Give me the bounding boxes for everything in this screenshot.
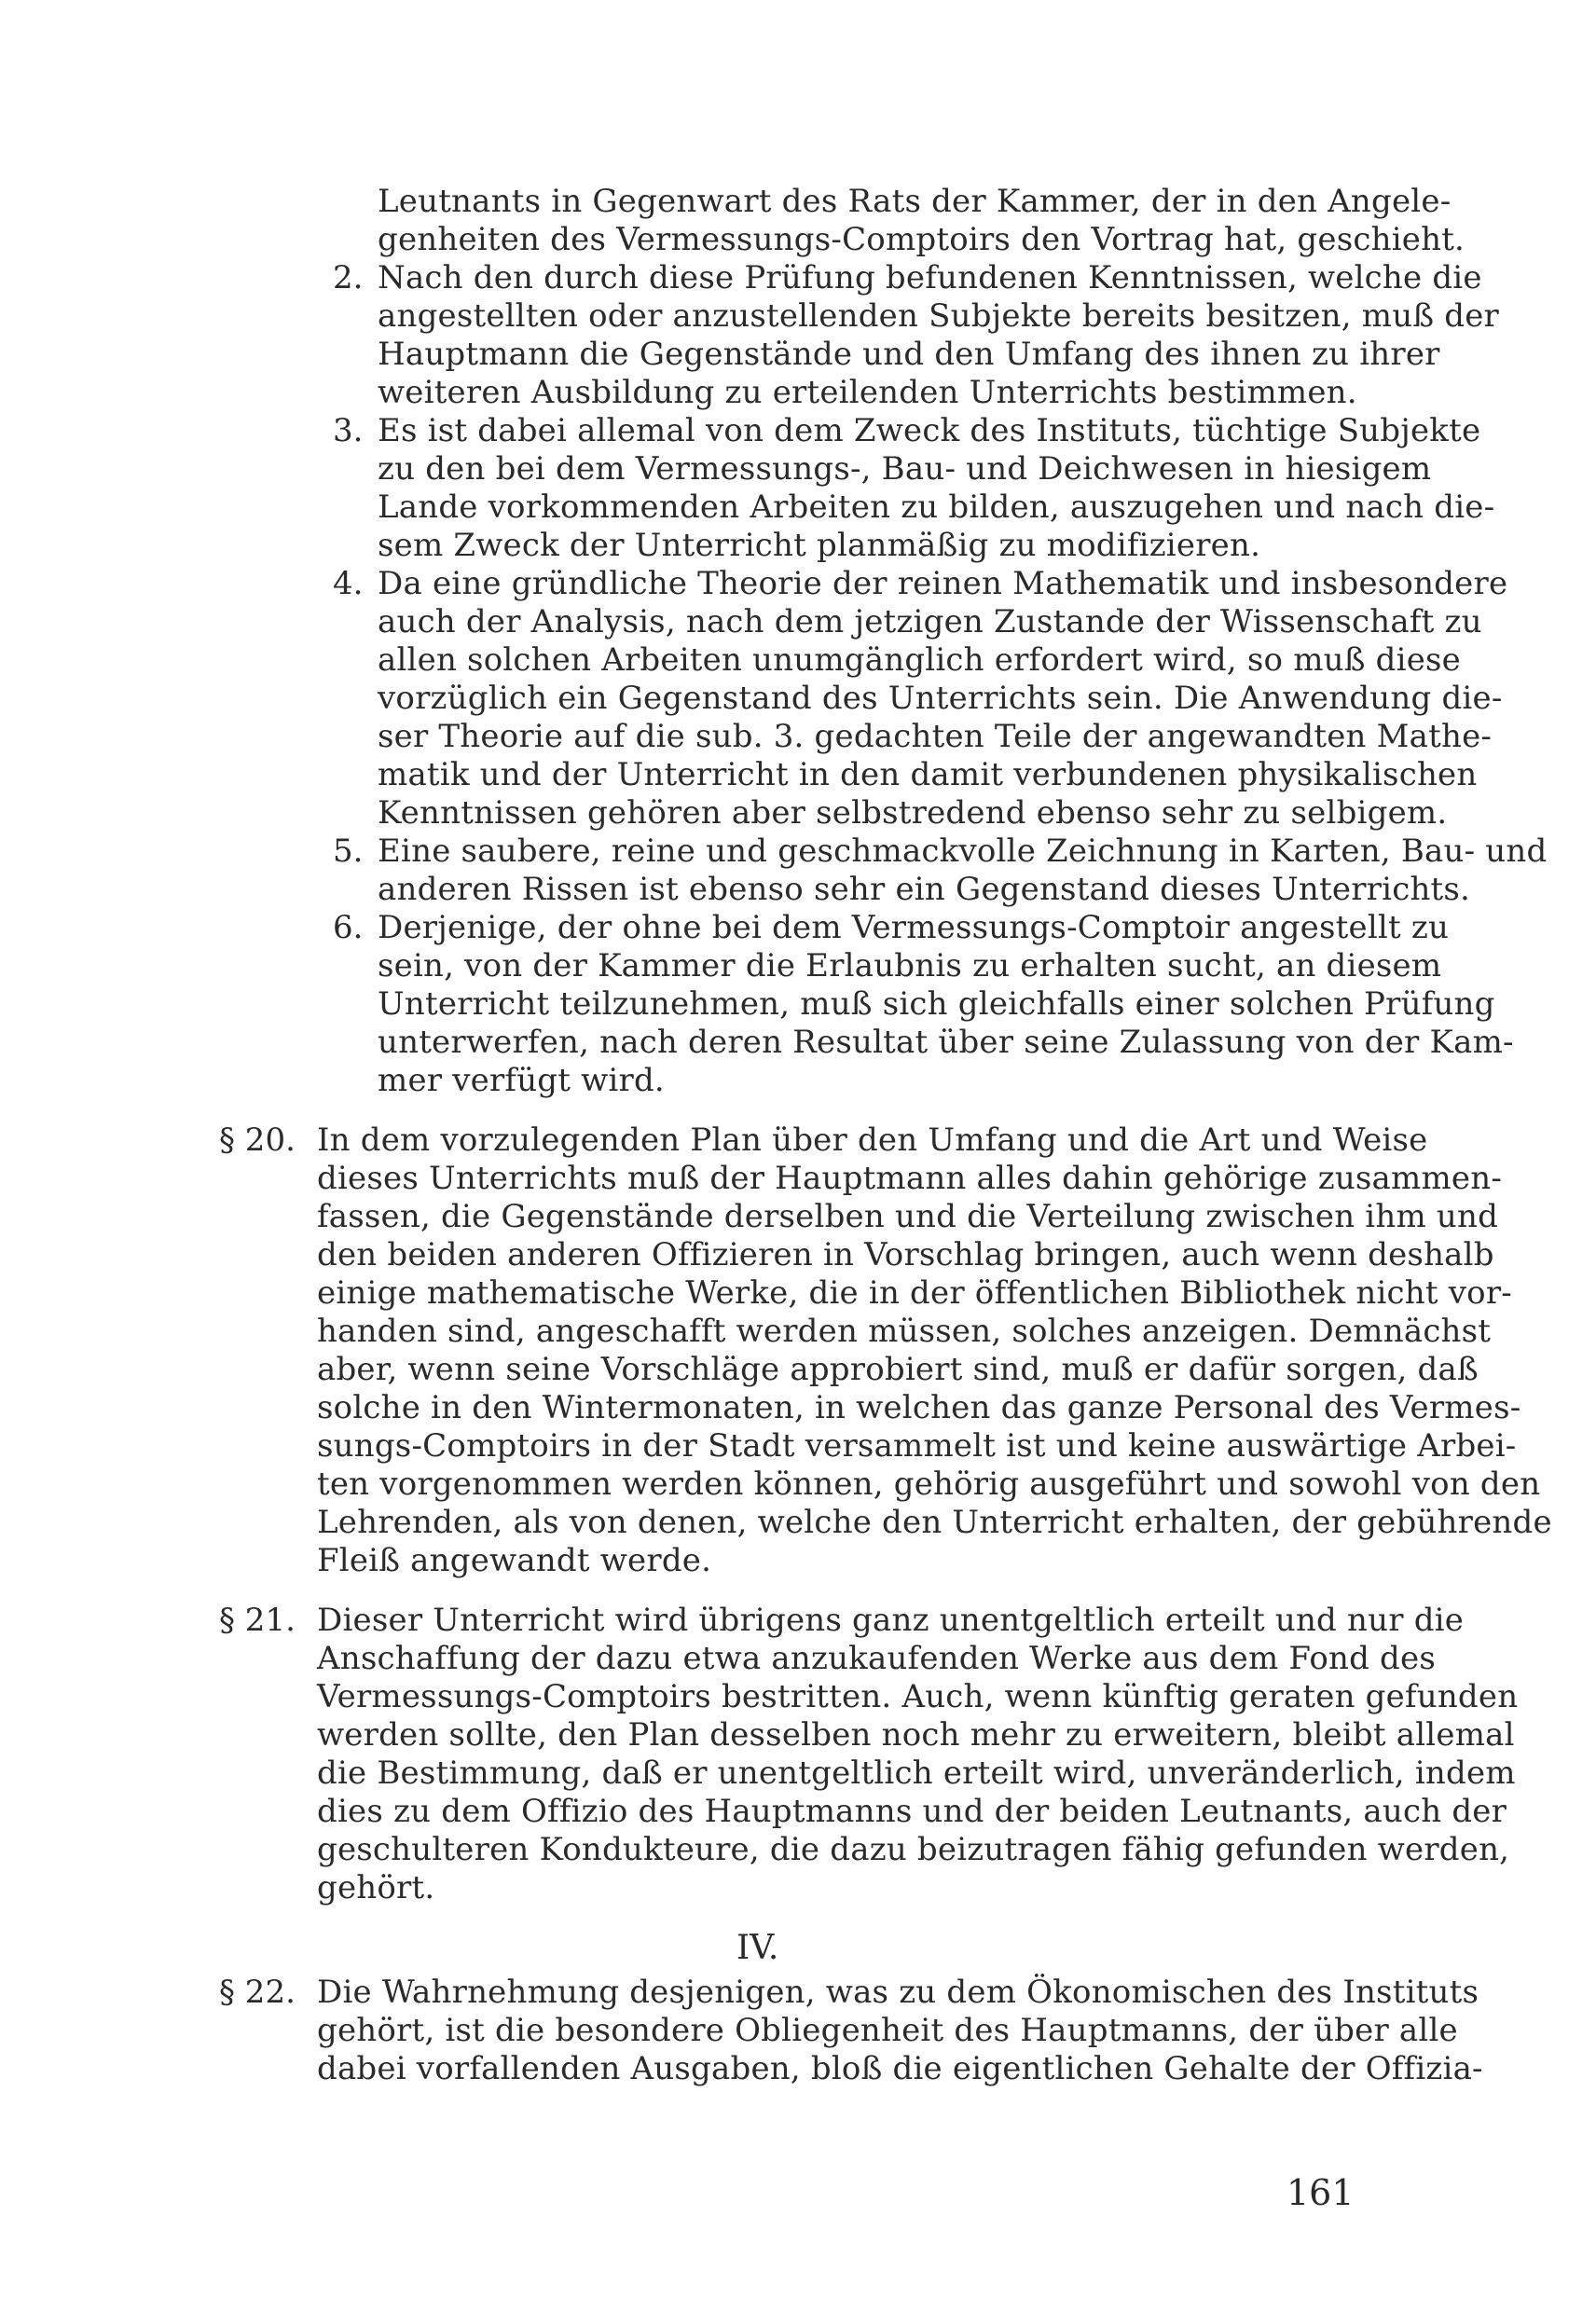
text-line: dabei vorfallenden Ausgaben, bloß die eigentlichen Gehalte der Offizia-	[317, 2050, 1483, 2087]
text-line: Es ist dabei allemal von dem Zweck des Instituts, tüchtige Subjekte	[378, 412, 1481, 449]
text-line: Derjenige, der ohne bei dem Vermessungs-Comptoir angestellt zu	[378, 909, 1450, 946]
text-line: weiteren Ausbildung zu erteilenden Unterrichts bestimmen.	[378, 374, 1357, 411]
text-line: sem Zweck der Unterricht planmäßig zu modifizieren.	[378, 527, 1261, 564]
text-line: Lehrenden, als von denen, welche den Unterricht erhalten, der gebührende	[317, 1504, 1552, 1541]
text-line: aber, wenn seine Vorschläge approbiert sind, muß er dafür sorgen, daß	[317, 1351, 1479, 1388]
text-line: gehört, ist die besondere Obliegenheit des Hauptmanns, der über alle	[317, 2012, 1458, 2049]
text-line: ser Theorie auf die sub. 3. gedachten Teile der angewandten Mathe-	[378, 718, 1493, 755]
text-line: ten vorgenommen werden können, gehörig ausgeführt und sowohl von den	[317, 1466, 1541, 1503]
text-line: Kenntnissen gehören aber selbstredend ebenso sehr zu selbigem.	[378, 794, 1448, 832]
text-line: Eine saubere, reine und geschmackvolle Zeichnung in Karten, Bau- und	[378, 833, 1548, 870]
section-number: § 21.	[219, 1602, 296, 1639]
text-line: genheiten des Vermessungs-Comptoirs den Vortrag hat, geschieht.	[378, 221, 1465, 258]
text-line: anderen Rissen ist ebenso sehr ein Gegenstand dieses Unterrichts.	[378, 871, 1471, 908]
text-line: sein, von der Kammer die Erlaubnis zu erhalten sucht, an diesem	[378, 947, 1442, 984]
text-line: Leutnants in Gegenwart des Rats der Kammer, der in den Angele-	[378, 183, 1452, 220]
item-number: 6.	[333, 909, 364, 946]
text-line: Unterricht teilzunehmen, muß sich gleichfalls einer solchen Prüfung	[378, 985, 1495, 1023]
text-line: Vermessungs-Comptoirs bestritten. Auch, wenn künftig geraten gefunden	[317, 1678, 1519, 1715]
text-line: dieses Unterrichts muß der Hauptmann alles dahin gehörige zusammen-	[317, 1160, 1503, 1197]
text-line: zu den bei dem Vermessungs-, Bau- und Deichwesen in hiesigem	[378, 450, 1432, 488]
text-line: auch der Analysis, nach dem jetzigen Zustande der Wissenschaft zu	[378, 603, 1482, 640]
text-line: fassen, die Gegenstände derselben und die Verteilung zwischen ihm und	[317, 1198, 1499, 1235]
page-number: 161	[1286, 2172, 1355, 2213]
item-number: 5.	[333, 833, 364, 870]
text-line: werden sollte, den Plan desselben noch mehr zu erweitern, bleibt allemal	[317, 1716, 1515, 1754]
text-line: den beiden anderen Offizieren in Vorschlag bringen, auch wenn deshalb	[317, 1236, 1494, 1273]
text-line: Lande vorkommenden Arbeiten zu bilden, auszugehen und nach die-	[378, 489, 1495, 526]
text-line: Nach den durch diese Prüfung befundenen Kenntnissen, welche die	[378, 259, 1482, 296]
text-line: handen sind, angeschafft werden müssen, solches anzeigen. Demnächst	[317, 1313, 1492, 1350]
section-number: § 22.	[219, 1974, 296, 2011]
text-line: mer verfügt wird.	[378, 1062, 665, 1099]
text-line: angestellten oder anzustellenden Subjekte bereits besitzen, muß der	[378, 297, 1499, 335]
text-line: Fleiß angewandt werde.	[317, 1542, 712, 1579]
text-line: sungs-Comptoirs in der Stadt versammelt ist und keine auswärtige Arbei-	[317, 1427, 1517, 1465]
text-line: Da eine gründliche Theorie der reinen Mathematik und insbesondere	[378, 565, 1508, 602]
text-line: dies zu dem Offizio des Hauptmanns und der beiden Leutnants, auch der	[317, 1793, 1507, 1830]
text-line: matik und der Unterricht in den damit verbundenen physikalischen	[378, 756, 1478, 793]
item-number: 2.	[333, 259, 364, 296]
text-line: Anschaffung der dazu etwa anzukaufenden Werke aus dem Fond des	[317, 1640, 1436, 1677]
text-line: unterwerfen, nach deren Resultat über seine Zulassung von der Kam-	[378, 1024, 1514, 1061]
section-number: § 20.	[219, 1122, 296, 1159]
section-heading: IV.	[736, 1929, 779, 1967]
text-line: geschulteren Kondukteure, die dazu beizutragen fähig gefunden werden,	[317, 1831, 1510, 1868]
text-line: solche in den Wintermonaten, in welchen das ganze Personal des Vermes-	[317, 1389, 1521, 1426]
text-line: die Bestimmung, daß er unentgeltlich erteilt wird, unveränderlich, indem	[317, 1755, 1516, 1792]
text-line: allen solchen Arbeiten unumgänglich erfordert wird, so muß diese	[378, 641, 1461, 679]
text-line: Dieser Unterricht wird übrigens ganz unentgeltlich erteilt und nur die	[317, 1602, 1465, 1639]
text-line: Die Wahrnehmung desjenigen, was zu dem Ökonomischen des Instituts	[317, 1974, 1479, 2011]
text-line: Hauptmann die Gegenstände und den Umfang des ihnen zu ihrer	[378, 336, 1440, 373]
text-line: vorzüglich ein Gegenstand des Unterrichts sein. Die Anwendung die-	[378, 680, 1503, 717]
item-number: 3.	[333, 412, 364, 449]
item-number: 4.	[333, 565, 364, 602]
text-line: In dem vorzulegenden Plan über den Umfang und die Art und Weise	[317, 1122, 1428, 1159]
text-line: einige mathematische Werke, die in der öffentlichen Bibliothek nicht vor-	[317, 1274, 1512, 1312]
text-line: gehört.	[317, 1869, 435, 1906]
